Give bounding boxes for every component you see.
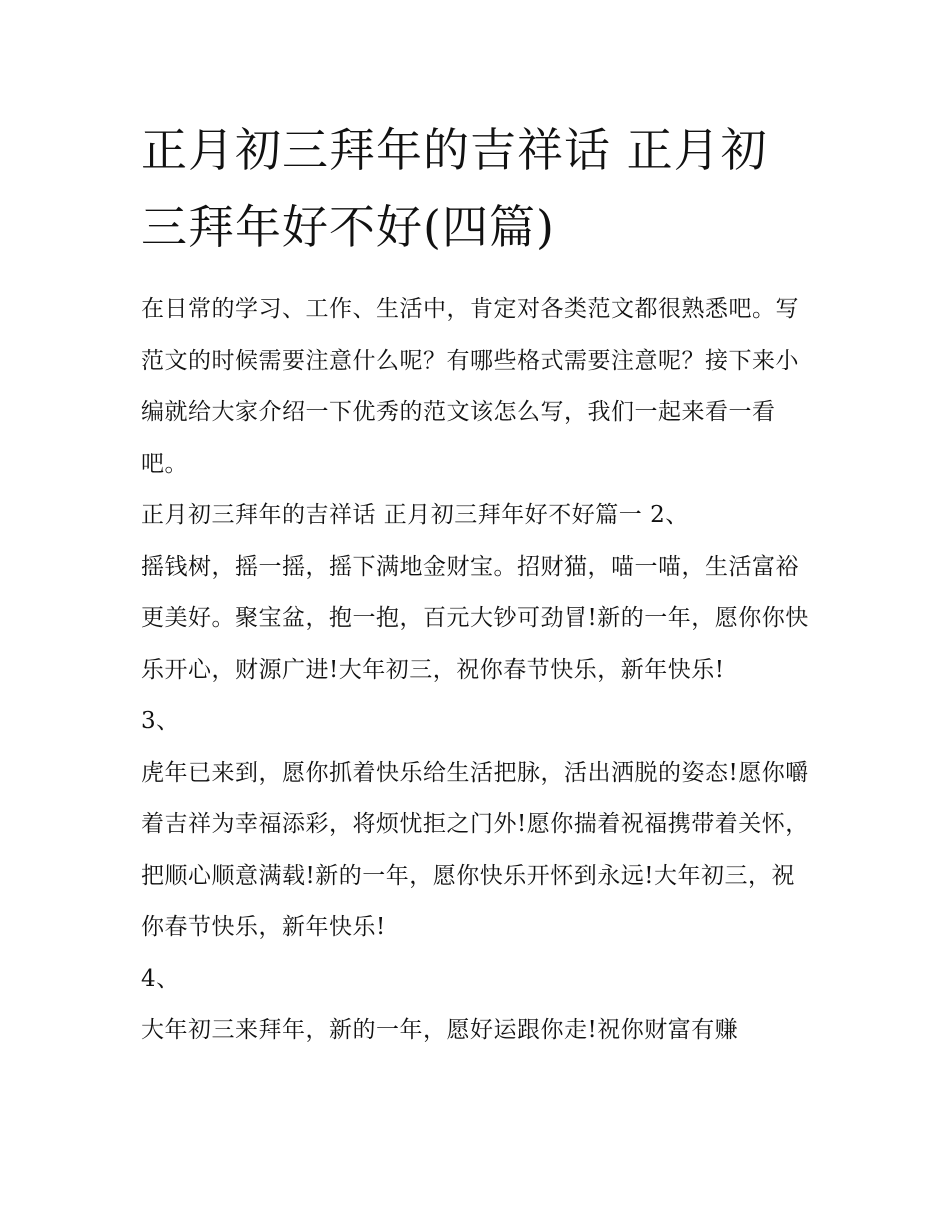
- section-number-4: 4、: [141, 965, 180, 992]
- intro-paragraph: 在日常的学习、工作、生活中，肯定对各类范文都很熟悉吧。写范文的时候需要注意什么呢？有哪些格式需要注意呢？接下来小编就给大家介绍一下优秀的范文该怎么写，我们一起来看一看吧。: [141, 296, 799, 477]
- document-page: [141, 112, 813, 1057]
- section-heading-1: 正月初三拜年的吉祥话 正月初三拜年好不好篇一 2、: [141, 502, 689, 528]
- document-title: 正月初三拜年的吉祥话 正月初三拜年好不好(四篇): [141, 123, 768, 254]
- greeting-paragraph-2: 摇钱树，摇一摇，摇下满地金财宝。招财猫，喵一喵，生活富裕更美好。聚宝盆，抱一抱，百元大钞可劲冒!新的一年，愿你你快乐开心，财源广进!大年初三，祝你春节快乐，新年快乐!: [141, 553, 809, 683]
- greeting-paragraph-4: 大年初三来拜年，新的一年，愿好运跟你走!祝你财富有赚: [141, 1017, 739, 1043]
- greeting-paragraph-3: 虎年已来到，愿你抓着快乐给生活把脉，活出洒脱的姿态!愿你嚼着吉祥为幸福添彩，将烦忧拒之门外!愿你揣着祝福携带着关怀，把顺心顺意满载!新的一年，愿你快乐开怀到永远!大年初三，祝你春节快乐，新年快乐!: [141, 759, 809, 940]
- section-number-3: 3、: [141, 708, 180, 734]
